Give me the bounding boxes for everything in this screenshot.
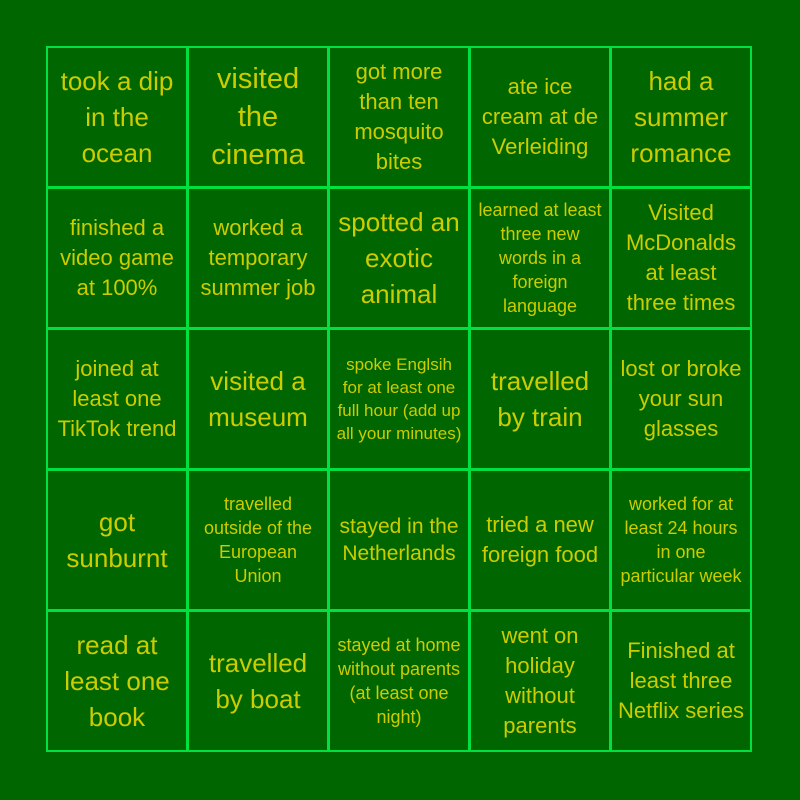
cell-text: Visited McDonalds at least three times	[625, 200, 737, 315]
cell-text: got sunburnt	[66, 507, 168, 573]
bingo-cell[interactable]	[48, 612, 186, 750]
cell-text: stayed at home without parents (at least one night)	[337, 635, 461, 727]
cell-text: Finished at least three Netflix series	[618, 638, 744, 723]
bingo-cell[interactable]	[189, 330, 327, 468]
bingo-cell[interactable]	[330, 612, 468, 750]
cell-text: had a summer romance	[630, 66, 732, 168]
cell-text: ate ice cream at de Verleiding	[481, 74, 599, 159]
bingo-cell[interactable]	[48, 330, 186, 468]
cell-text: joined at least one TikTok trend	[57, 356, 177, 441]
cell-text: visited the cinema	[211, 63, 305, 171]
cell-text: got more than ten mosquito bites	[354, 59, 444, 174]
bingo-cell[interactable]	[330, 48, 468, 186]
bingo-cell[interactable]	[189, 471, 327, 609]
bingo-cell[interactable]	[48, 48, 186, 186]
bingo-cell[interactable]	[612, 48, 750, 186]
bingo-cell[interactable]	[330, 189, 468, 327]
bingo-cell[interactable]	[189, 189, 327, 327]
cell-text: learned at least three new words in a foreign language	[478, 200, 602, 316]
cell-text: worked for at least 24 hours in one particular week	[620, 494, 742, 586]
cell-text: lost or broke your sun glasses	[620, 356, 742, 441]
cell-text: went on holiday without parents	[501, 623, 579, 738]
bingo-board	[46, 46, 752, 752]
cell-text: worked a temporary summer job	[200, 215, 316, 300]
cell-text: stayed in the Netherlands	[339, 515, 459, 565]
bingo-cell[interactable]	[471, 612, 609, 750]
bingo-cell[interactable]	[471, 471, 609, 609]
bingo-cell[interactable]	[612, 330, 750, 468]
cell-text: travelled outside of the European Union	[203, 494, 313, 586]
cell-text: visited a museum	[208, 366, 308, 432]
cell-text: finished a video game at 100%	[60, 215, 174, 300]
bingo-cell[interactable]	[330, 471, 468, 609]
bingo-cell[interactable]	[471, 48, 609, 186]
bingo-cell[interactable]	[48, 189, 186, 327]
bingo-cell[interactable]	[471, 189, 609, 327]
cell-text: travelled by train	[490, 366, 590, 432]
cell-text: read at least one book	[64, 630, 170, 732]
bingo-cell[interactable]	[330, 330, 468, 468]
bingo-cell[interactable]	[189, 612, 327, 750]
cell-text: spoke Englsih for at least one full hour (add up all your minutes)	[336, 355, 462, 443]
bingo-cell[interactable]	[471, 330, 609, 468]
cell-text: took a dip in the ocean	[60, 66, 174, 168]
cell-text: spotted an exotic animal	[338, 207, 460, 309]
bingo-cell[interactable]	[189, 48, 327, 186]
cell-text: tried a new foreign food	[481, 512, 599, 567]
cell-text: travelled by boat	[208, 648, 308, 714]
bingo-cell[interactable]	[612, 471, 750, 609]
bingo-cell[interactable]	[612, 189, 750, 327]
bingo-cell[interactable]	[48, 471, 186, 609]
bingo-cell[interactable]	[612, 612, 750, 750]
